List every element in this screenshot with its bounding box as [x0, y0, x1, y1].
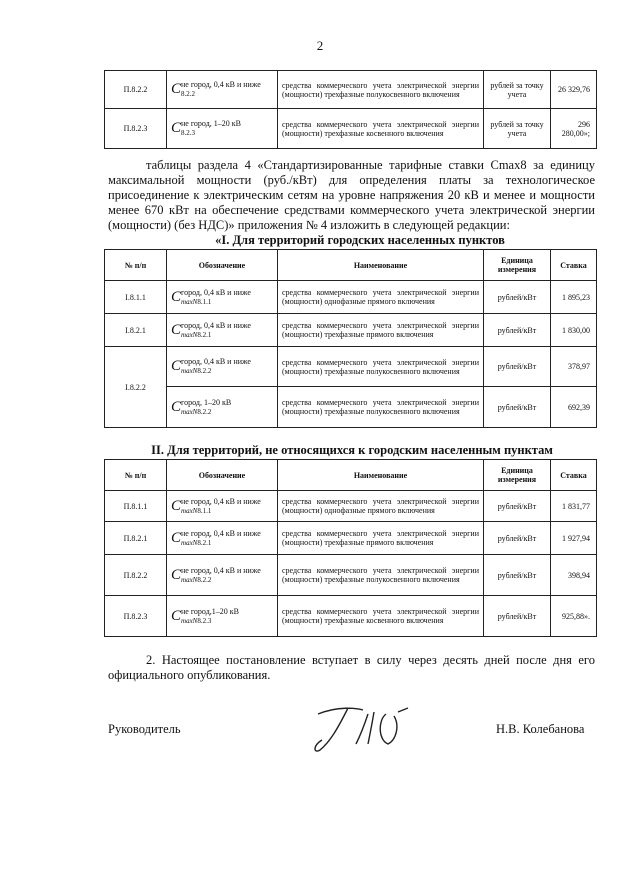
header-num: № п/п [105, 460, 167, 491]
row-number: I.8.2.2 [105, 347, 167, 428]
page-number: 2 [316, 38, 324, 53]
rate-value: 1 831,77 [551, 491, 597, 522]
symbol-letter: C [171, 81, 182, 97]
designation: Cне город, 0,4 кВ и ниже maxN8.2.2 [167, 555, 278, 596]
item-name: средства коммерческого учета электрической энергии (мощности) трехфазные прямого включения [278, 522, 484, 555]
unit: рублей/кВт [484, 522, 551, 555]
unit: рублей за точку учета [484, 71, 551, 109]
rate-value: 1 895,23 [551, 281, 597, 314]
unit: рублей/кВт [484, 387, 551, 428]
table-row [105, 347, 597, 387]
row-number: П.8.2.2 [105, 71, 167, 109]
unit: рублей/кВт [484, 314, 551, 347]
header-num: № п/п [105, 250, 167, 281]
row-number: П.8.2.1 [105, 522, 167, 555]
item-name: средства коммерческого учета электрической энергии (мощности) трехфазные косвенного включения [278, 109, 484, 149]
item-name: средства коммерческого учета электрической энергии (мощности) трехфазные полукосвенного включения [278, 555, 484, 596]
table-row [105, 281, 597, 314]
designation: Cне город, 0,4 кВ и ниже 8.2.2 [167, 71, 278, 109]
paragraph-amendment: таблицы раздела 4 «Стандартизированные тарифные ставки Cmax8 за единицу максимальной мощности (руб./кВт) для определения платы за технологическое присоединение к электрическим сетям на уровне напряжения 20 кВ и менее и мощности менее 670 кВт на обеспечение средствами коммерческого учета электрической энергии (мощности) (без НДС)» приложения № 4 изложить в следующей редакции: [108, 158, 595, 232]
designation: Cне город, 0,4 кВ и ниже maxN8.1.1 [167, 491, 278, 522]
table-row [105, 109, 597, 149]
table-non-urban [104, 459, 597, 637]
unit: рублей за точку учета [484, 109, 551, 149]
item-name: средства коммерческого учета электрической энергии (мощности) однофазные прямого включения [278, 491, 484, 522]
rate-value: 296 280,00»; [551, 109, 597, 149]
unit: рублей/кВт [484, 555, 551, 596]
heading-urban: «I. Для территорий городских населенных пунктов [215, 233, 505, 247]
header-name: Наименование [278, 250, 484, 281]
row-number: П.8.1.1 [105, 491, 167, 522]
table-row [105, 555, 597, 596]
row-number: П.8.2.2 [105, 555, 167, 596]
signatory-name: Н.В. Колебанова [496, 722, 585, 736]
table-row [105, 314, 597, 347]
header-rate: Ставка [551, 250, 597, 281]
rate-value: 692,39 [551, 387, 597, 428]
designation: Cгород, 1–20 кВ maxN8.2.2 [167, 387, 278, 428]
designation: Cне город,1–20 кВ maxN8.2.3 [167, 596, 278, 637]
table-row [105, 596, 597, 637]
item-name: средства коммерческого учета электрической энергии (мощности) трехфазные полукосвенного включения [278, 347, 484, 387]
table-urban [104, 249, 597, 428]
designation: Cгород, 0,4 кВ и ниже maxN8.2.2 [167, 347, 278, 387]
item-name: средства коммерческого учета электрической энергии (мощности) трехфазные прямого включения [278, 314, 484, 347]
signature-title: Руководитель [108, 722, 181, 736]
row-number: I.8.1.1 [105, 281, 167, 314]
handwritten-signature [308, 700, 418, 760]
unit: рублей/кВт [484, 347, 551, 387]
table-row [105, 387, 597, 428]
designation: Cне город, 1–20 кВ 8.2.3 [167, 109, 278, 149]
table-row [105, 491, 597, 522]
designation: Cне город, 0,4 кВ и ниже maxN8.2.1 [167, 522, 278, 555]
header-designation: Обозначение [167, 250, 278, 281]
rate-value: 378,97 [551, 347, 597, 387]
item-name: средства коммерческого учета электрической энергии (мощности) трехфазные полукосвенного включения [278, 387, 484, 428]
rate-value: 398,94 [551, 555, 597, 596]
rate-value: 1 830,00 [551, 314, 597, 347]
row-number: I.8.2.1 [105, 314, 167, 347]
paragraph-effective: 2. Настоящее постановление вступает в силу через десять дней после дня его официального опубликования. [108, 653, 595, 682]
row-number: П.8.2.3 [105, 109, 167, 149]
row-number: П.8.2.3 [105, 596, 167, 637]
designation: Cгород, 0,4 кВ и ниже maxN8.1.1 [167, 281, 278, 314]
rate-value: 26 329,76 [551, 71, 597, 109]
item-name: средства коммерческого учета электрической энергии (мощности) однофазные прямого включения [278, 281, 484, 314]
table-row [105, 522, 597, 555]
header-designation: Обозначение [167, 460, 278, 491]
item-name: средства коммерческого учета электрической энергии (мощности) трехфазные косвенного включения [278, 596, 484, 637]
unit: рублей/кВт [484, 281, 551, 314]
designation: Cгород, 0,4 кВ и ниже maxN8.2.1 [167, 314, 278, 347]
unit: рублей/кВт [484, 491, 551, 522]
table-row [105, 71, 597, 109]
unit: рублей/кВт [484, 596, 551, 637]
header-unit: Единица измерения [484, 460, 551, 491]
item-name: средства коммерческого учета электрической энергии (мощности) трехфазные полукосвенного включения [278, 71, 484, 109]
rate-value: 1 927,94 [551, 522, 597, 555]
top-table [104, 70, 597, 149]
rate-value: 925,88». [551, 596, 597, 637]
heading-non-urban: II. Для территорий, не относящихся к городским населенным пунктам [151, 443, 553, 457]
header-unit: Единица измерения [484, 250, 551, 281]
header-name: Наименование [278, 460, 484, 491]
header-rate: Ставка [551, 460, 597, 491]
